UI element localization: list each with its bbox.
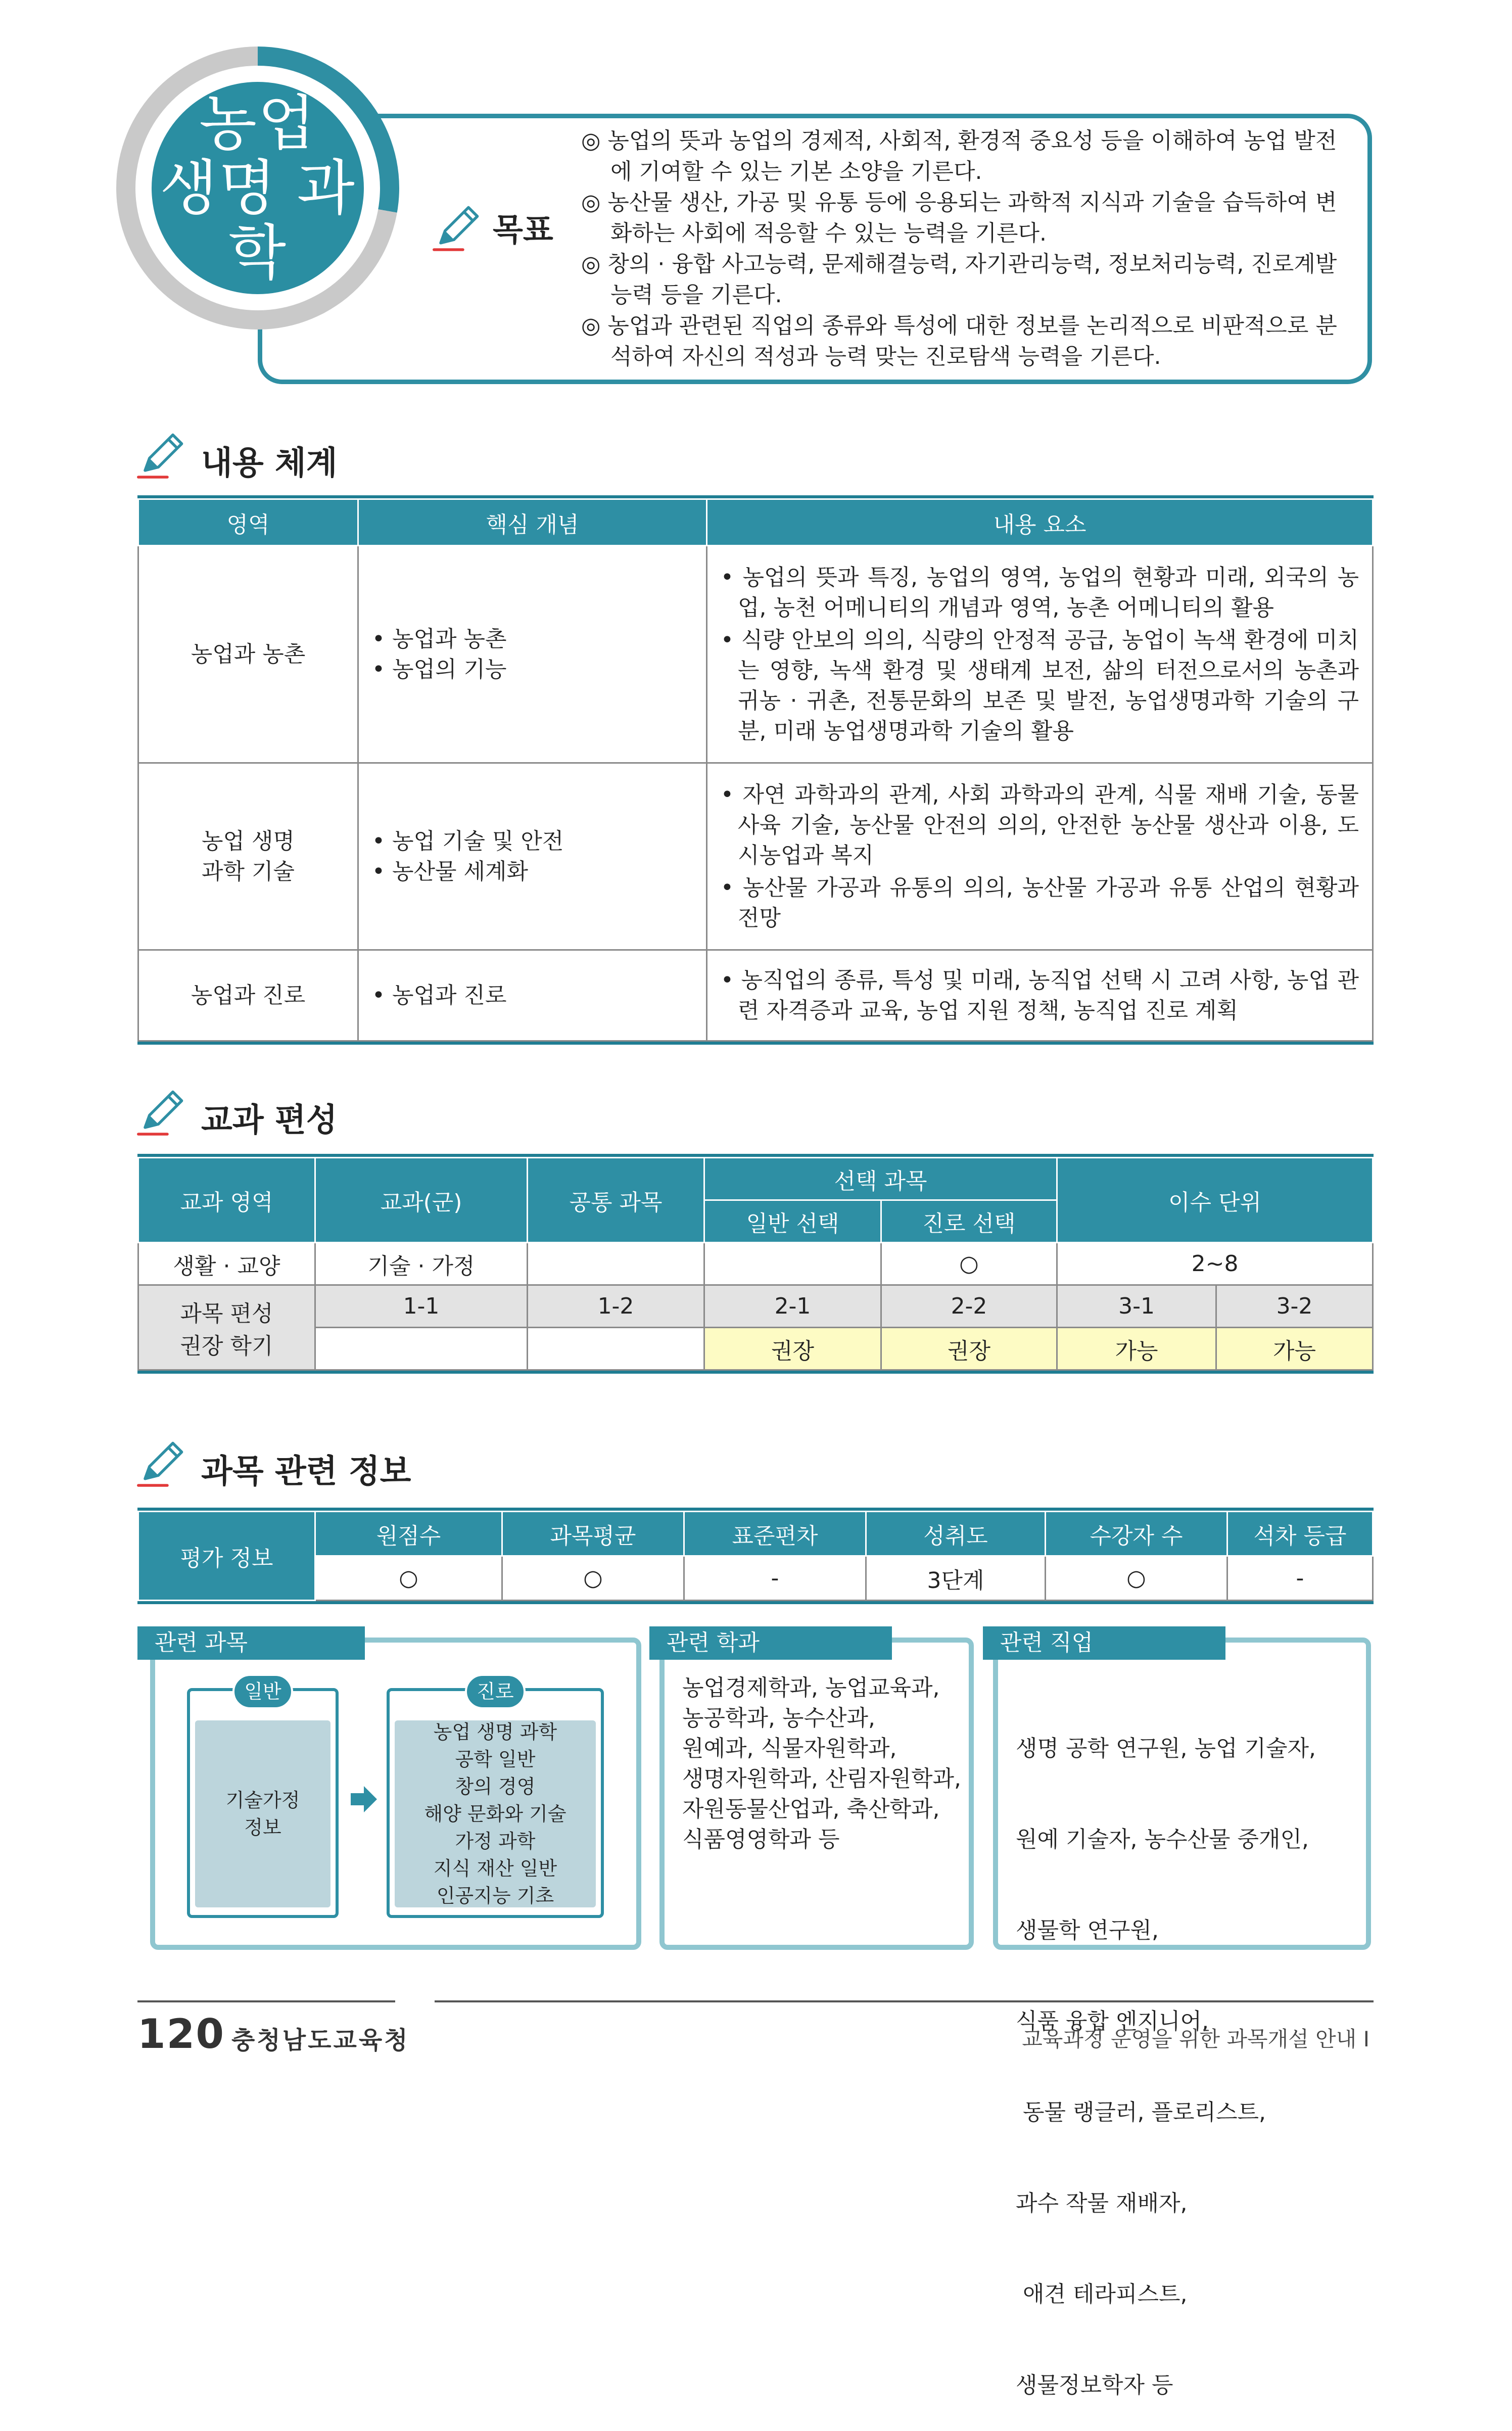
element-cell <box>707 763 1373 950</box>
recommend-cell <box>528 1328 704 1370</box>
table-row <box>138 950 1373 1041</box>
career-subject-fill <box>395 1720 596 1907</box>
career-subject-panel <box>387 1688 604 1918</box>
area-cell: 농업과 농촌 <box>138 546 358 763</box>
table-row <box>138 1328 1373 1370</box>
element-cell <box>707 546 1373 763</box>
goal-item: ◎ 농산물 생산, 가공 및 유통 등에 응용되는 과학적 지식과 기술을 습득하여 변화하는 사회에 적응할 수 있는 능력을 기른다. <box>581 190 1337 246</box>
related-departments-tab: 관련 학과 <box>649 1626 892 1660</box>
column-header: 내용 요소 <box>707 499 1373 546</box>
career-subject-item: 해양 문화와 기술 <box>424 1803 566 1825</box>
related-jobs-tab: 관련 직업 <box>983 1626 1225 1660</box>
arrow-right-icon <box>349 1784 379 1814</box>
career-label-pill: 진로 <box>465 1674 526 1709</box>
pencil-icon <box>134 427 190 483</box>
column-header: 이수 단위 <box>1057 1158 1373 1243</box>
list-item: • 농산물 세계화 <box>372 857 693 887</box>
table-cell: - <box>684 1556 866 1601</box>
area-cell: 농업과 진로 <box>138 950 358 1041</box>
column-header: 핵심 개념 <box>358 499 707 546</box>
table-row <box>138 763 1373 950</box>
table-cell: ○ <box>1046 1556 1227 1601</box>
list-item: 원예 기술자, 농수산물 중개인, <box>1016 1827 1309 1852</box>
section-title-content-system: 내용 체계 <box>201 445 338 482</box>
semester-cell: 2-1 <box>704 1285 881 1328</box>
career-subject-item: 농업 생명 과학 <box>433 1721 557 1743</box>
list-item: 생물학 연구원, <box>1016 1918 1159 1943</box>
recommend-cell: 권장 <box>881 1328 1057 1370</box>
semester-cell: 3-1 <box>1057 1285 1216 1328</box>
list-item: • 식량 안보의 의의, 식량의 안정적 공급, 농업이 녹색 환경에 미치는 영향, 녹색 환경 및 생태계 보전, 삶의 터전으로서의 농촌과 귀농 · 귀촌, 전통문화의 보존 및 발전, 농업생명과학 기술의 구분, 미래 농업생명과학 기술의 활용 <box>721 625 1359 746</box>
column-header: 성취도 <box>866 1512 1046 1556</box>
subject-title-line2: 생명 과학 <box>160 153 356 288</box>
column-header: 일반 선택 <box>704 1200 881 1243</box>
list-item: • 자연 과학과의 관계, 사회 과학과의 관계, 식물 재배 기술, 동물 사육 기술, 농산물 안전의 의의, 안전한 농산물 생산과 이용, 도시농업과 복지 <box>721 780 1359 871</box>
list-item: 과수 작물 재배자, <box>1016 2190 1188 2216</box>
goal-item: ◎ 농업과 관련된 직업의 종류와 특성에 대한 정보를 논리적으로 비판적으로 분석하여 자신의 적성과 능력 맞는 진로탐색 능력을 기른다. <box>581 313 1337 369</box>
goal-item: ◎ 농업의 뜻과 농업의 경제적, 사회적, 환경적 중요성 등을 이해하여 농업 발전에 기여할 수 있는 기본 소양을 기른다. <box>581 128 1337 184</box>
column-header: 영역 <box>138 499 358 546</box>
semester-label-cell <box>138 1285 315 1370</box>
table-cell <box>704 1243 881 1285</box>
related-subjects-tab: 관련 과목 <box>137 1626 365 1660</box>
pencil-icon <box>430 200 485 255</box>
table-row <box>138 546 1373 763</box>
column-header: 표준편차 <box>684 1512 866 1556</box>
list-item: • 농업과 진로 <box>372 980 693 1011</box>
general-subject-line: 기술가정 <box>225 1789 300 1811</box>
page-number: 120 <box>137 2011 225 2058</box>
list-item: 농업경제학과, 농업교육과, <box>682 1675 940 1701</box>
goal-list <box>581 125 1349 372</box>
recommend-cell: 가능 <box>1057 1328 1216 1370</box>
table-cell: 2~8 <box>1057 1243 1373 1285</box>
column-header: 공통 과목 <box>528 1158 704 1243</box>
guide-title: 교육과정 운영을 위한 과목개설 안내 I <box>1022 2027 1369 2051</box>
column-header: 교과 영역 <box>138 1158 315 1243</box>
table-cell: - <box>1227 1556 1373 1601</box>
column-header: 선택 과목 <box>704 1158 1057 1200</box>
column-header: 교과(군) <box>315 1158 528 1243</box>
semester-label-line: 과목 편성 <box>180 1300 273 1327</box>
general-label-pill: 일반 <box>232 1674 293 1709</box>
area-line: 농업 생명 <box>201 828 295 854</box>
list-item: 식품 융합 엔지니어, <box>1016 2008 1209 2034</box>
table-cell: ○ <box>315 1556 502 1601</box>
table-row <box>138 1556 1373 1601</box>
semester-cell: 1-1 <box>315 1285 528 1328</box>
list-item: • 농직업의 종류, 특성 및 미래, 농직업 선택 시 고려 사항, 농업 관련 자격증과 교육, 농업 지원 정책, 농직업 진로 계획 <box>721 965 1359 1026</box>
related-departments-list <box>682 1673 970 1855</box>
semester-label-line: 권장 학기 <box>180 1333 273 1359</box>
list-item: 생물정보학자 등 <box>1016 2372 1173 2398</box>
content-system-table <box>137 495 1374 1045</box>
career-subject-item: 인공지능 기초 <box>436 1885 554 1907</box>
table-row <box>138 1285 1373 1328</box>
list-item: 원예과, 식물자원학과, <box>682 1736 897 1761</box>
semester-cell: 2-2 <box>881 1285 1057 1328</box>
goal-item: ◎ 창의 · 융합 사고능력, 문제해결능력, 자기관리능력, 정보처리능력, 진로계발 능력 등을 기른다. <box>581 251 1337 308</box>
list-item: 생명자원학과, 산림자원학과, <box>682 1766 962 1792</box>
pencil-icon <box>134 1084 190 1140</box>
semester-cell: 3-2 <box>1216 1285 1373 1328</box>
column-header: 원점수 <box>315 1512 502 1556</box>
list-item: • 농업과 농촌 <box>372 624 693 654</box>
subject-emblem <box>152 82 364 294</box>
pencil-icon <box>134 1435 190 1491</box>
semester-cell: 1-2 <box>528 1285 704 1328</box>
column-header: 진로 선택 <box>881 1200 1057 1243</box>
element-cell <box>707 950 1373 1041</box>
list-item: • 농산물 가공과 유통의 의의, 농산물 가공과 유통 산업의 현황과 전망 <box>721 873 1359 933</box>
subject-title-line1: 농업 <box>199 88 316 158</box>
table-cell: ○ <box>502 1556 684 1601</box>
general-subject-panel <box>187 1688 339 1918</box>
subject-info-table <box>137 1508 1374 1604</box>
column-header: 석차 등급 <box>1227 1512 1373 1556</box>
concept-cell <box>358 950 707 1041</box>
table-cell: 생활 · 교양 <box>138 1243 315 1285</box>
career-subject-item: 지식 재산 일반 <box>433 1857 557 1880</box>
table-cell <box>528 1243 704 1285</box>
table-cell: 기술 · 가정 <box>315 1243 528 1285</box>
list-item: • 농업의 뜻과 특징, 농업의 영역, 농업의 현황과 미래, 외국의 농업, 농천 어메니티의 개념과 영역, 농촌 어메니티의 활용 <box>721 563 1359 623</box>
goal-label: 목표 <box>493 211 553 248</box>
career-subject-item: 창의 경영 <box>455 1775 536 1798</box>
list-item: 식품영영학과 등 <box>682 1827 840 1852</box>
section-title-subject-info: 과목 관련 정보 <box>201 1453 411 1490</box>
concept-cell <box>358 546 707 763</box>
career-subject-item: 가정 과학 <box>455 1830 536 1852</box>
publisher: 충청남도교육청 <box>231 2026 410 2054</box>
recommend-cell: 가능 <box>1216 1328 1373 1370</box>
footer-divider-right <box>435 2000 1374 2002</box>
list-item: 농공학과, 농수산과, <box>682 1705 875 1731</box>
table-cell: ○ <box>881 1243 1057 1285</box>
general-subject-fill <box>195 1720 330 1907</box>
row-header: 평가 정보 <box>138 1512 315 1601</box>
area-cell <box>138 763 358 950</box>
column-header: 수강자 수 <box>1046 1512 1227 1556</box>
list-item: 동물 랭글러, 플로리스트, <box>1016 2099 1266 2125</box>
column-header: 과목평균 <box>502 1512 684 1556</box>
section-title-curriculum: 교과 편성 <box>201 1102 338 1139</box>
career-subject-item: 공학 일반 <box>455 1748 536 1770</box>
list-item: • 농업 기술 및 안전 <box>372 826 693 857</box>
list-item: 자원동물산업과, 축산학과, <box>682 1796 940 1822</box>
recommend-cell <box>315 1328 528 1370</box>
list-item: 애견 테라피스트, <box>1016 2281 1188 2307</box>
curriculum-table <box>137 1154 1374 1374</box>
general-subject-line: 정보 <box>244 1816 281 1839</box>
concept-cell <box>358 763 707 950</box>
area-line: 과학 기술 <box>201 858 295 884</box>
table-row <box>138 1243 1373 1285</box>
footer-divider-left <box>137 2000 395 2002</box>
recommend-cell: 권장 <box>704 1328 881 1370</box>
list-item: • 농업의 기능 <box>372 654 693 685</box>
list-item: 생명 공학 연구원, 농업 기술자, <box>1016 1736 1316 1761</box>
table-cell: 3단계 <box>866 1556 1046 1601</box>
